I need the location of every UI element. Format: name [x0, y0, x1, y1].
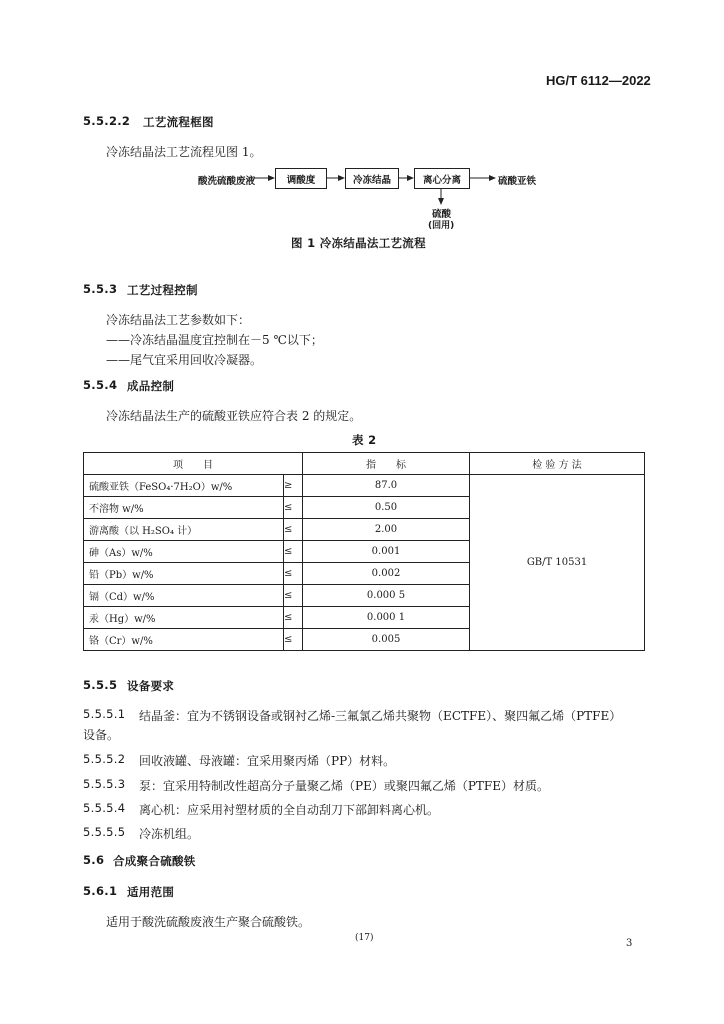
row-value: 0.002 — [303, 563, 470, 585]
item-5-5-5-3-text: 泵：宜采用特制改性超高分子量聚乙烯（PE）或聚四氟乙烯（PTFE）材质。 — [139, 779, 550, 793]
item-5-5-5-5-number: 5.5.5.5 — [83, 825, 126, 839]
table-2-caption: 表 2 — [352, 433, 377, 447]
section-5-6-1-number: 5.6.1 — [83, 884, 118, 898]
flow-side-label-1: 硫酸 — [432, 209, 452, 220]
row-item: 游离酸（以 H₂SO₄ 计） — [84, 519, 284, 541]
item-5-5-5-1-number: 5.5.5.1 — [83, 707, 126, 721]
row-item: 不溶物 w/% — [84, 497, 284, 519]
scope-text: 适用于酸洗硫酸废液生产聚合硫酸铁。 — [106, 915, 311, 929]
section-5-5-5-title: 设备要求 — [127, 679, 175, 693]
flow-box-centrifuge-label: 离心分离 — [422, 174, 461, 186]
row-symbol: ≤ — [284, 541, 303, 563]
page-number: 3 — [626, 938, 633, 949]
section-5-5-4-title: 成品控制 — [127, 379, 175, 393]
flow-input-label: 酸洗硫酸废液 — [198, 176, 256, 187]
header-method: 检 验 方 法 — [470, 453, 645, 475]
row-symbol: ≤ — [284, 629, 303, 651]
flow-box-adjust-acidity-label: 调酸度 — [286, 174, 316, 186]
row-value: 0.005 — [303, 629, 470, 651]
flow-output-label: 硫酸亚铁 — [498, 176, 537, 187]
flow-intro-text: 冷冻结晶法工艺流程见图 1。 — [106, 145, 262, 159]
row-symbol: ≤ — [284, 497, 303, 519]
product-control-text: 冷冻结晶法生产的硫酸亚铁应符合表 2 的规定。 — [106, 409, 362, 423]
process-params-intro: 冷冻结晶法工艺参数如下： — [106, 313, 251, 327]
row-item: 硫酸亚铁（FeSO₄·7H₂O）w/% — [84, 475, 284, 497]
footer-page-label: (17) — [355, 933, 374, 943]
section-5-6-title: 合成聚合硫酸铁 — [113, 854, 196, 868]
row-item: 镉（Cd）w/% — [84, 585, 284, 607]
process-param-temperature: ——冷冻结晶温度宜控制在－5 ℃以下； — [106, 333, 323, 347]
table-header-row — [84, 453, 645, 475]
row-symbol: ≤ — [284, 585, 303, 607]
row-symbol: ≤ — [284, 607, 303, 629]
flow-side-label-2: (回用) — [428, 221, 455, 231]
row-value: 0.000 5 — [303, 585, 470, 607]
figure-1-caption: 图 1 冷冻结晶法工艺流程 — [291, 236, 426, 250]
item-5-5-5-3-number: 5.5.5.3 — [83, 777, 126, 791]
item-5-5-5-4-text: 离心机：应采用衬塑材质的全自动刮刀下部卸料离心机。 — [139, 803, 440, 817]
section-5-5-2-2-title: 工艺流程框图 — [143, 115, 214, 129]
section-5-6-1-title: 适用范围 — [127, 885, 175, 899]
process-param-condenser: ——尾气宜采用回收冷凝器。 — [106, 353, 263, 367]
section-5-5-3-title: 工艺过程控制 — [127, 283, 198, 297]
table-row — [84, 475, 645, 497]
section-5-6-number: 5.6 — [83, 853, 105, 867]
standard-code: HG/T 6112—2022 — [546, 73, 651, 88]
row-value: 0.50 — [303, 497, 470, 519]
item-5-5-5-4-number: 5.5.5.4 — [83, 801, 126, 815]
flow-box-freeze-crystallize-label: 冷冻结晶 — [352, 174, 391, 186]
item-5-5-5-5-text: 冷冻机组。 — [139, 827, 200, 841]
row-symbol: ≤ — [284, 563, 303, 585]
row-item: 砷（As）w/% — [84, 541, 284, 563]
header-index: 指 标 — [303, 453, 470, 475]
item-5-5-5-2-number: 5.5.5.2 — [83, 752, 126, 766]
row-item: 铅（Pb）w/% — [84, 563, 284, 585]
section-5-5-3-number: 5.5.3 — [83, 282, 118, 296]
row-item: 汞（Hg）w/% — [84, 607, 284, 629]
table-2 — [83, 452, 645, 651]
row-symbol: ≤ — [284, 519, 303, 541]
row-value: 0.000 1 — [303, 607, 470, 629]
row-value: 0.001 — [303, 541, 470, 563]
item-5-5-5-1-text: 结晶釜：宜为不锈钢设备或钢衬乙烯-三氟氯乙烯共聚物（ECTFE）、聚四氟乙烯（PTFE） — [139, 709, 622, 723]
row-value: 87.0 — [303, 475, 470, 497]
flow-arrows — [0, 0, 724, 260]
section-5-5-4-number: 5.5.4 — [83, 378, 118, 392]
header-item: 项 目 — [84, 453, 303, 475]
section-5-5-2-2-number: 5.5.2.2 — [83, 114, 131, 128]
section-5-5-5-number: 5.5.5 — [83, 678, 118, 692]
row-item: 铬（Cr）w/% — [84, 629, 284, 651]
row-value: 2.00 — [303, 519, 470, 541]
test-method-cell: GB/T 10531 — [470, 475, 645, 651]
item-5-5-5-1-continuation: 设备。 — [83, 728, 120, 742]
item-5-5-5-2-text: 回收液罐、母液罐：宜采用聚丙烯（PP）材料。 — [139, 754, 396, 768]
row-symbol: ≥ — [284, 475, 303, 497]
